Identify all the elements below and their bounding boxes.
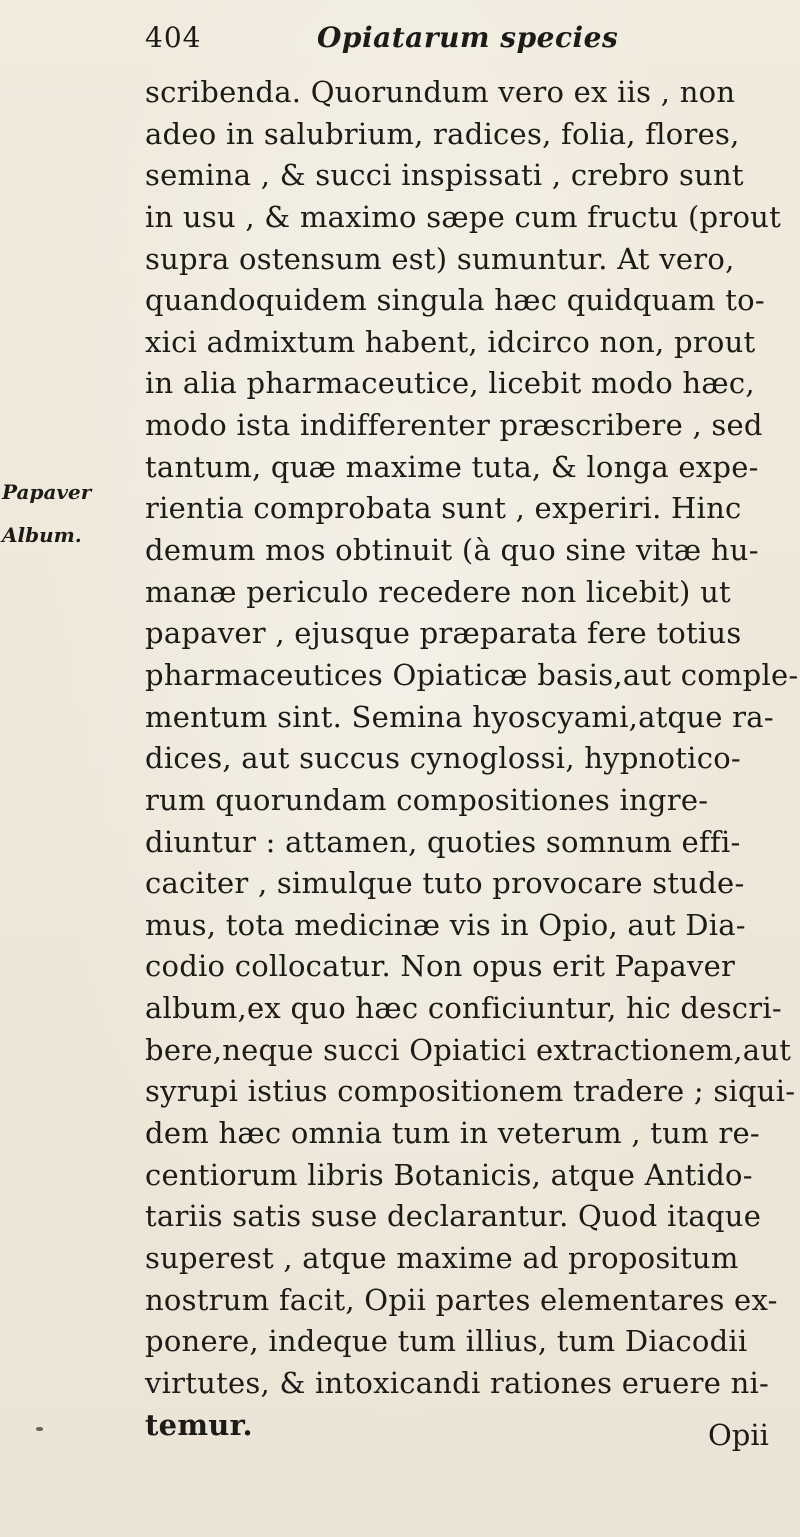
body-text xyxy=(145,72,799,1446)
text-line: diuntur : attamen, quoties somnum effi- xyxy=(145,824,741,859)
text-line: supra ostensum est) sumuntur. At vero, xyxy=(145,241,735,276)
margin-note-album: Album. xyxy=(2,523,82,547)
text-line: rientia comprobata sunt , experiri. Hinc xyxy=(145,491,742,526)
text-line: bere,neque succi Opiatici extractionem,aut xyxy=(145,1032,792,1067)
running-head: Opiatarum species xyxy=(317,21,619,54)
catchword: Opii xyxy=(708,1418,769,1452)
text-line: manæ periculo recedere non licebit) ut xyxy=(145,574,731,609)
ink-speck xyxy=(36,1427,43,1431)
text-line: semina , & succi inspissati , crebro sunt xyxy=(145,158,744,193)
text-line: tariis satis suse declarantur. Quod itaque xyxy=(145,1199,762,1234)
text-line: virtutes, & intoxicandi rationes eruere ni- xyxy=(145,1365,770,1400)
margin-note-papaver: Papaver xyxy=(2,480,92,504)
text-line: in alia pharmaceutice, licebit modo hæc, xyxy=(145,366,755,401)
text-line: ponere, indeque tum illius, tum Diacodii xyxy=(145,1324,748,1359)
text-line: dices, aut succus cynoglossi, hypnotico- xyxy=(145,741,741,776)
text-line: scribenda. Quorundum vero ex iis , non xyxy=(145,75,736,109)
page-header xyxy=(145,18,745,58)
text-line: pharmaceutices Opiaticæ basis,aut comple- xyxy=(145,657,799,692)
text-line: papaver , ejusque præparata fere totius xyxy=(145,616,742,651)
text-line: mus, tota medicinæ vis in Opio, aut Dia- xyxy=(145,907,746,942)
text-line: syrupi istius compositionem tradere ; siqui- xyxy=(145,1074,796,1109)
text-line: centiorum libris Botanicis, atque Antido- xyxy=(145,1157,753,1192)
text-line: adeo in salubrium, radices, folia, flores, xyxy=(145,116,740,151)
text-line: mentum sint. Semina hyoscyami,atque ra- xyxy=(145,699,774,734)
text-line: xici admixtum habent, idcirco non, prout xyxy=(145,324,756,359)
text-line: modo ista indifferenter præscribere , sed xyxy=(145,408,763,443)
text-line: demum mos obtinuit (à quo sine vitæ hu- xyxy=(145,533,759,568)
text-line: temur. xyxy=(145,1407,253,1442)
text-line: caciter , simulque tuto provocare stude- xyxy=(145,866,745,901)
text-line: nostrum facit, Opii partes elementares ex- xyxy=(145,1282,778,1317)
text-line: codio collocatur. Non opus erit Papaver xyxy=(145,949,736,984)
text-line: dem hæc omnia tum in veterum , tum re- xyxy=(145,1116,760,1151)
text-line: in usu , & maximo sæpe cum fructu (prout xyxy=(145,199,782,234)
page-number: 404 xyxy=(145,21,202,54)
text-line: album,ex quo hæc conficiuntur, hic descri- xyxy=(145,991,782,1026)
text-line: tantum, quæ maxime tuta, & longa expe- xyxy=(145,449,759,484)
text-line: rum quorundam compositiones ingre- xyxy=(145,782,709,817)
text-line: superest , atque maxime ad propositum xyxy=(145,1240,739,1275)
text-line: quandoquidem singula hæc quidquam to- xyxy=(145,283,765,318)
